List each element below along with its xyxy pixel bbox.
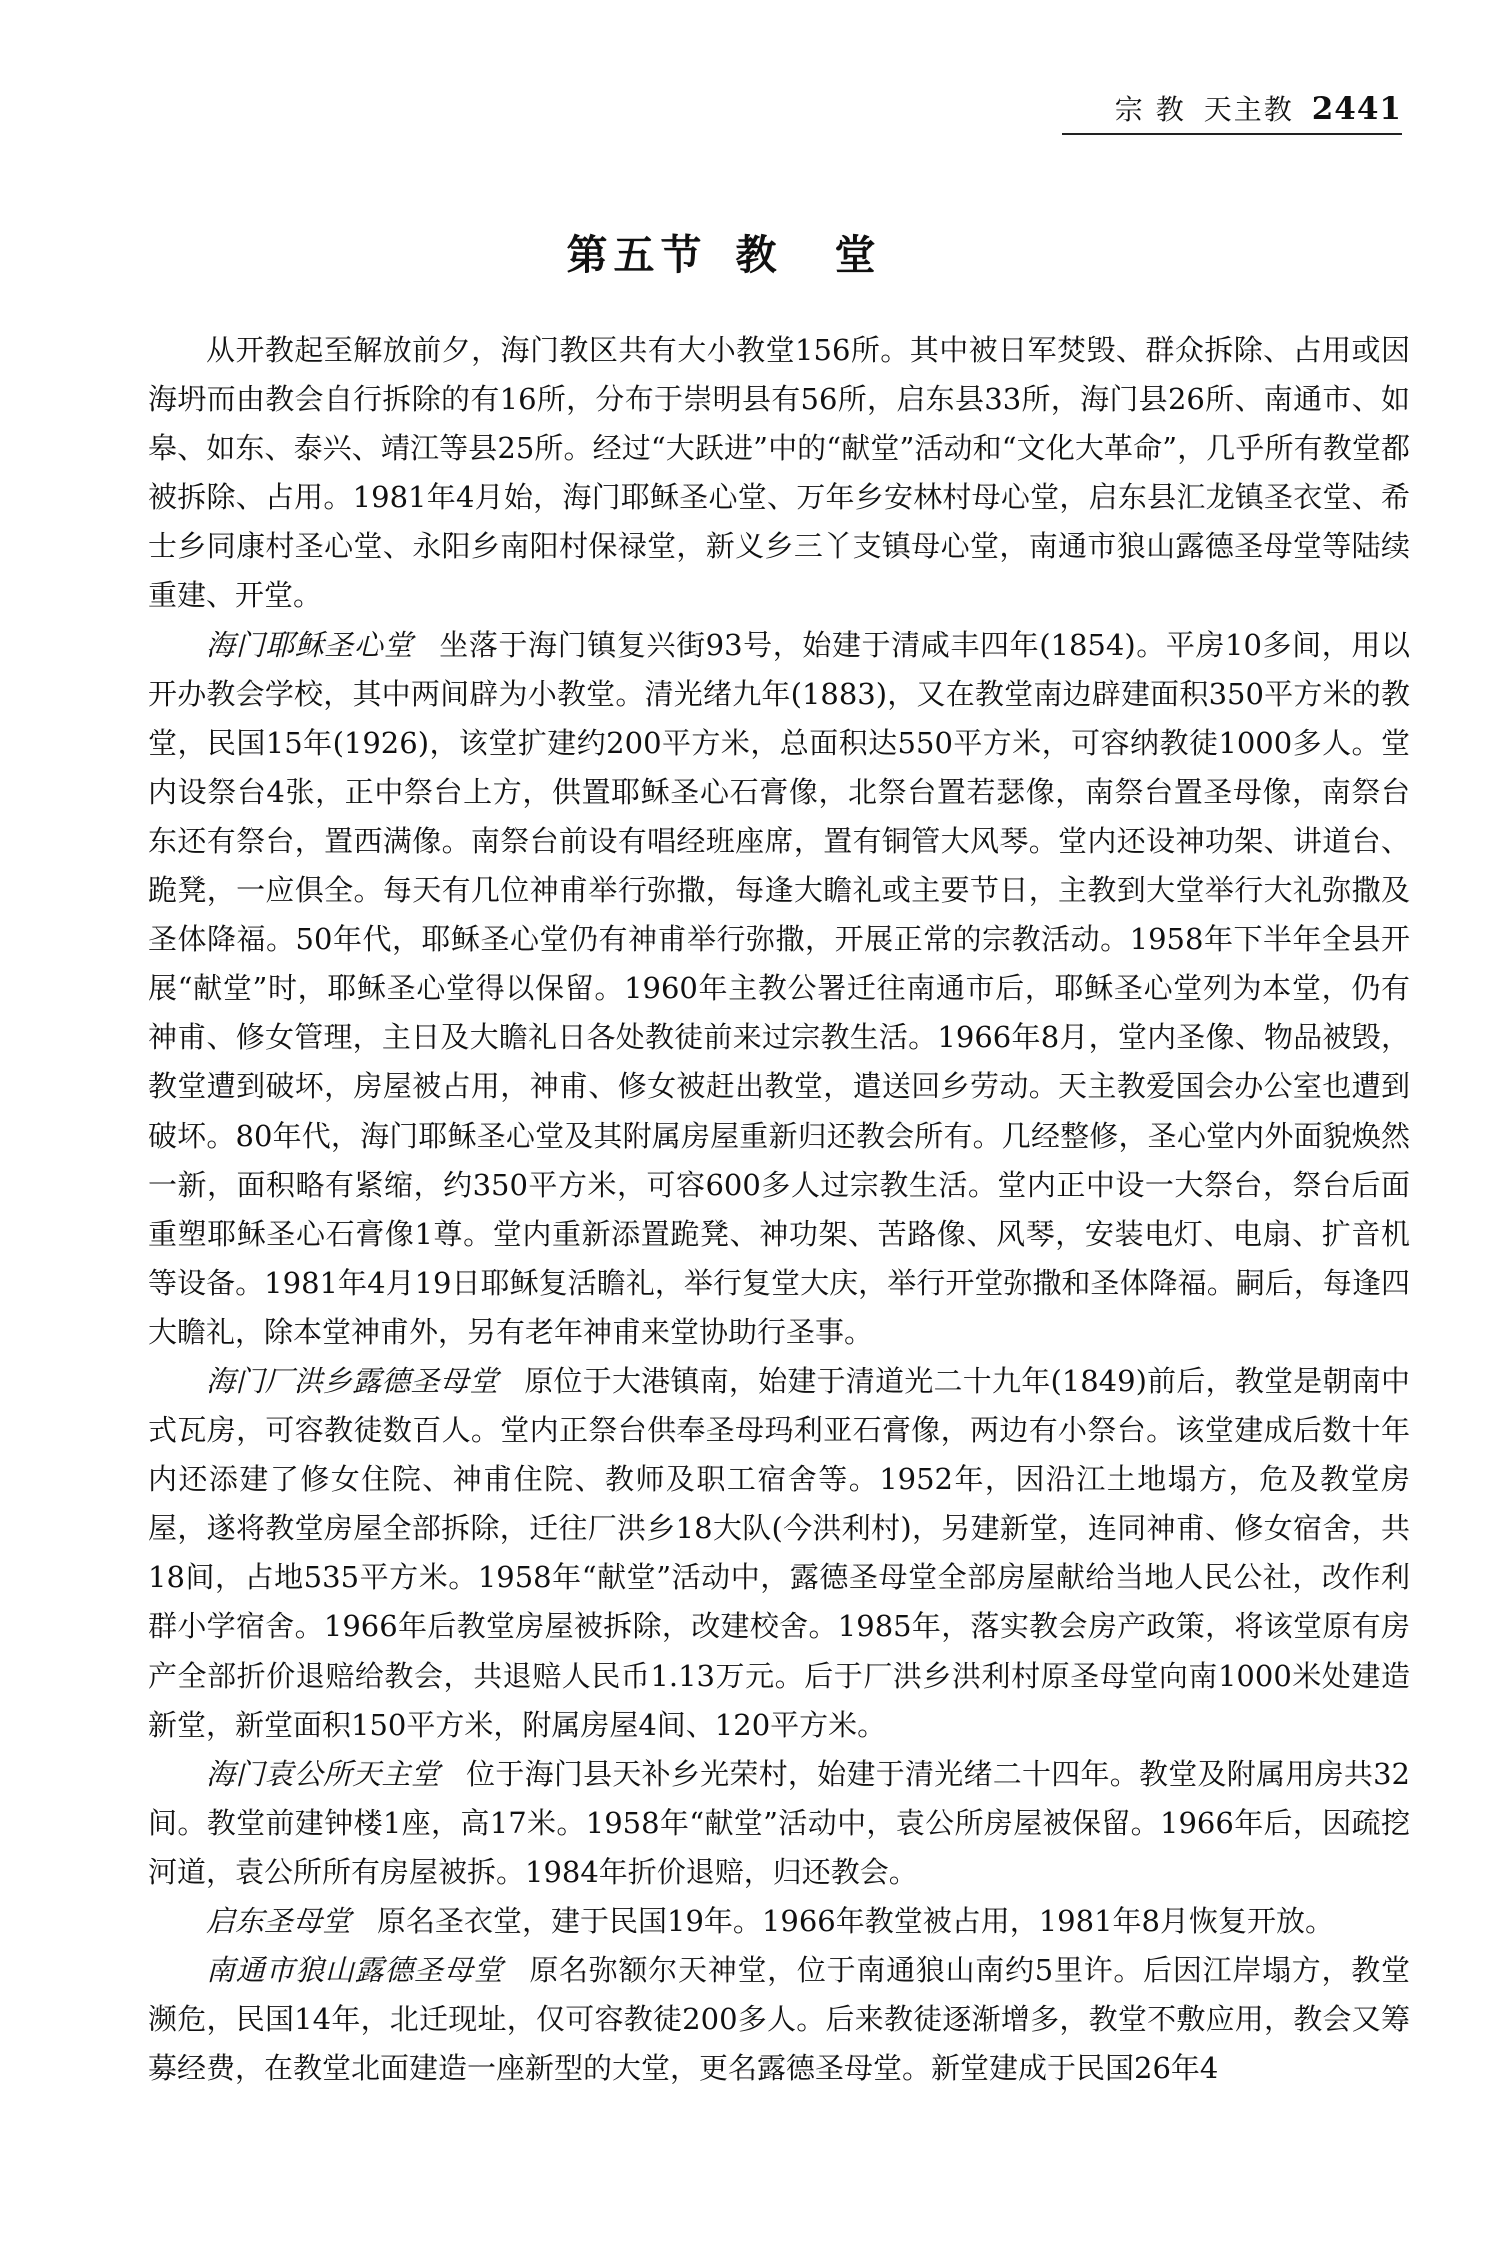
body-text xyxy=(148,326,1410,2093)
paragraph-lead: 海门厂洪乡露德圣母堂 xyxy=(206,1363,499,1398)
paragraph-langshan xyxy=(148,1946,1410,2093)
paragraph-lead: 海门袁公所天主堂 xyxy=(206,1756,441,1791)
paragraph-text: 位于海门县天补乡光荣村，始建于清光绪二十四年。教堂及附属用房共32间。教堂前建钟楼1座，高17米。1958年“献堂”活动中，袁公所房屋被保留。1966年后，因疏挖河道，袁公所所有房屋被拆。1984年折价退赔，归还教会。 xyxy=(148,1756,1410,1889)
paragraph-text: 原位于大港镇南，始建于清道光二十九年(1849)前后，教堂是朝南中式瓦房，可容教徒数百人。堂内正祭台供奉圣母玛利亚石膏像，两边有小祭台。该堂建成后数十年内还添建了修女住院、神甫住院、教师及职工宿舍等。1952年，因沿江土地塌方，危及教堂房屋，遂将教堂房屋全部拆除，迁往厂洪乡18大队(今洪利村)，另建新堂，连同神甫、修女宿舍，共18间，占地535平方米。1958年“献堂”活动中，露德圣母堂全部房屋献给当地人民公社，改作利群小学宿舍。1966年后教堂房屋被拆除，改建校舍。1985年，落实教会房产政策，将该堂原有房产全部折价退赔给教会，共退赔人民币1.13万元。后于厂洪乡洪利村原圣母堂向南1000米处建造新堂，新堂面积150平方米，附属房屋4间、120平方米。 xyxy=(148,1363,1410,1742)
paragraph-lead: 海门耶稣圣心堂 xyxy=(206,627,414,662)
header-rule xyxy=(1062,133,1402,135)
paragraph-intro xyxy=(148,326,1410,621)
section-name: 教堂 xyxy=(735,231,934,279)
paragraph-changhong-lourdes xyxy=(148,1357,1410,1750)
page-number: 2441 xyxy=(1311,91,1402,127)
header-subsection: 天主教 xyxy=(1203,93,1294,126)
section-number: 第五节 xyxy=(566,231,708,279)
paragraph-text: 从开教起至解放前夕，海门教区共有大小教堂156所。其中被日军焚毁、群众拆除、占用或因海坍而由教会自行拆除的有16所，分布于崇明县有56所，启东县33所，海门县26所、南通市、如皋、如东、泰兴、靖江等县25所。经过“大跃进”中的“献堂”活动和“文化大革命”，几乎所有教堂都被拆除、占用。1981年4月始，海门耶稣圣心堂、万年乡安林村母心堂，启东县汇龙镇圣衣堂、希士乡同康村圣心堂、永阳乡南阳村保禄堂，新义乡三丫支镇母心堂，南通市狼山露德圣母堂等陆续重建、开堂。 xyxy=(148,333,1410,613)
paragraph-text: 原名弥额尔天神堂，位于南通狼山南约5里许。后因江岸塌方，教堂濒危，民国14年，北迁现址，仅可容教徒200多人。后来教徒逐渐增多，教堂不敷应用，教会又筹募经费，在教堂北面建造一座新型的大堂，更名露德圣母堂。新堂建成于民国26年4 xyxy=(148,1953,1410,2086)
paragraph-qidong xyxy=(148,1897,1410,1946)
paragraph-lead: 启东圣母堂 xyxy=(206,1904,352,1938)
running-header xyxy=(1115,88,1402,128)
paragraph-lead: 南通市狼山露德圣母堂 xyxy=(206,1953,504,1988)
section-title xyxy=(0,222,1500,281)
paragraph-text: 坐落于海门镇复兴街93号，始建于清咸丰四年(1854)。平房10多间，用以开办教会学校，其中两间辟为小教堂。清光绪九年(1883)，又在教堂南边辟建面积350平方米的教堂，民国15年(1926)，该堂扩建约200平方米，总面积达550平方米，可容纳教徒1000多人。堂内设祭台4张，正中祭台上方，供置耶稣圣心石膏像，北祭台置若瑟像，南祭台置圣母像，南祭台东还有祭台，置西满像。南祭台前设有唱经班座席，置有铜管大风琴。堂内还设神功架、讲道台、跪凳，一应俱全。每天有几位神甫举行弥撒，每逢大瞻礼或主要节日，主教到大堂举行大礼弥撒及圣体降福。50年代，耶稣圣心堂仍有神甫举行弥撒，开展正常的宗教活动。1958年下半年全县开展“献堂”时，耶稣圣心堂得以保留。1960年主教公署迁往南通市后，耶稣圣心堂列为本堂，仍有神甫、修女管理，主日及大瞻礼日各处教徒前来过宗教生活。1966年8月，堂内圣像、物品被毁，教堂遭到破坏，房屋被占用，神甫、修女被赶出教堂，遣送回乡劳动。天主教爱国会办公室也遭到破坏。80年代，海门耶稣圣心堂及其附属房屋重新归还教会所有。几经整修，圣心堂内外面貌焕然一新，面积略有紧缩，约350平方米，可容600多人过宗教生活。堂内正中设一大祭台，祭台后面重塑耶稣圣心石膏像1尊。堂内重新添置跪凳、神功架、苦路像、风琴，安装电灯、电扇、扩音机等设备。1981年4月19日耶稣复活瞻礼，举行复堂大庆，举行开堂弥撒和圣体降福。嗣后，每逢四大瞻礼，除本堂神甫外，另有老年神甫来堂协助行圣事。 xyxy=(148,627,1410,1349)
paragraph-text: 原名圣衣堂，建于民国19年。1966年教堂被占用，1981年8月恢复开放。 xyxy=(377,1904,1334,1938)
paragraph-yuangongsuo xyxy=(148,1750,1410,1897)
header-section: 宗 教 xyxy=(1114,93,1186,126)
paragraph-haimen-sacred-heart xyxy=(148,621,1410,1357)
